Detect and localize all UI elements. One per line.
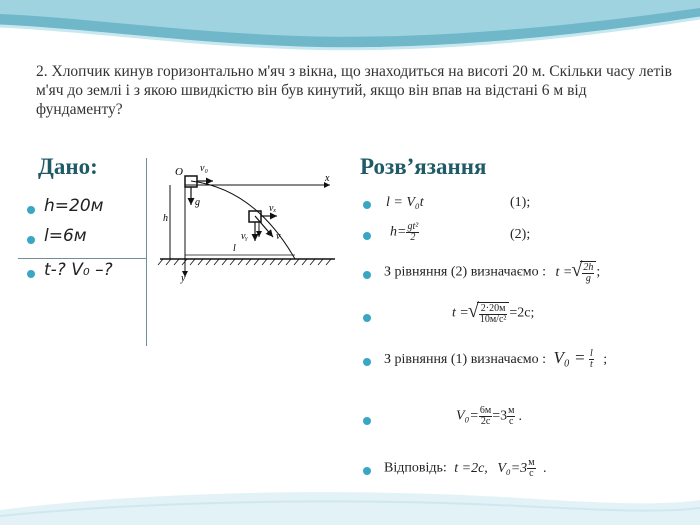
step-solve-v0-numerator: l (590, 348, 593, 360)
vy-label: vᵧ (241, 231, 248, 242)
step-solve-t-text: З рівняння (2) визначаємо : (384, 264, 546, 280)
given-divider-horizontal (18, 258, 146, 259)
step-solve-t-lhs: t = (555, 264, 573, 280)
solution-bullet (363, 467, 371, 475)
answer-label: Відповідь: (384, 460, 447, 476)
step-compute-v0-numerator: 6м (479, 405, 492, 416)
step-compute-v0 (456, 406, 522, 427)
answer-unit-den: с (529, 468, 534, 479)
solution-bullet (363, 417, 371, 425)
answer (384, 458, 547, 479)
given-bullet (27, 270, 35, 278)
solution-bullet (363, 271, 371, 279)
origin-label: O (175, 166, 183, 178)
solution-bullet (363, 232, 371, 240)
footer-wave-decoration (0, 470, 700, 525)
ground-hatching (158, 259, 331, 265)
g-label: g (195, 197, 200, 208)
step-solve-v0-lhs: V₀ = (553, 348, 586, 367)
equation-2-lhs: h= (390, 224, 407, 240)
step-compute-v0-lhs: V₀= (456, 408, 479, 424)
equation-2-denominator: 2 (410, 232, 416, 243)
equation-2-ref: (2); (510, 227, 531, 242)
given-height: h=20м (44, 196, 104, 216)
equation-1 (386, 195, 424, 211)
equation-2 (390, 222, 419, 243)
step-compute-t-denominator: 10м/с² (479, 314, 507, 325)
l-label: l (233, 243, 236, 254)
h-label: h (163, 213, 168, 224)
step-solve-t-numerator: √ 2h (583, 262, 594, 273)
solution-bullet (363, 201, 371, 209)
solution-bullet (363, 314, 371, 322)
step-compute-t-numerator: √ 2·20м (480, 303, 506, 314)
equation-1-ref: (1); (510, 195, 531, 210)
step-solve-t-tail: ; (596, 264, 601, 280)
step-compute-v0-denominator: 2с (480, 416, 491, 427)
v0-label: v₀ (200, 163, 208, 174)
step-solve-t (384, 261, 600, 284)
step-compute-v0-mid: =3 (492, 408, 508, 424)
given-bullet (27, 206, 35, 214)
step-compute-v0-unit-den: с (509, 416, 514, 427)
answer-tail: . (543, 460, 547, 476)
equation-1-formula: l = V₀t (386, 195, 424, 210)
answer-unit-num: м (528, 457, 535, 468)
solution-bullet (363, 358, 371, 366)
step-solve-v0-tail: ; (603, 352, 608, 367)
step-compute-v0-tail: . (518, 408, 522, 424)
given-bullet (27, 236, 35, 244)
given-distance: l=6м (44, 226, 87, 246)
step-solve-v0 (384, 348, 607, 370)
given-divider-vertical (146, 158, 147, 346)
equation-2-numerator: gt² (407, 221, 419, 232)
trajectory-curve (191, 181, 295, 259)
problem-statement: 2. Хлопчик кинув горизонтально м'яч з вікна, що знаходиться на висоті 20 м. Скільки часу летів м'яч до землі і з якою швидкістю він був кинутий, якщо він впав на відстані 6 м від фундаменту? (36, 63, 672, 118)
step-solve-v0-text: З рівняння (1) визначаємо : (384, 352, 546, 367)
given-unknowns: t-? V₀ –? (44, 260, 113, 280)
y-axis-label: y (181, 273, 186, 284)
step-compute-t-lhs: t = (452, 305, 469, 321)
step-compute-t (452, 302, 534, 325)
v-label: v (276, 231, 281, 242)
answer-velocity: V₀=3 (497, 460, 528, 476)
v-vector (255, 216, 273, 237)
projectile-diagram (155, 155, 340, 285)
answer-time: t =2с, (454, 460, 488, 476)
vx-label: vₓ (269, 203, 277, 214)
step-compute-t-tail: =2с; (509, 305, 535, 321)
solution-heading: Розв’язання (360, 154, 487, 179)
step-solve-t-denominator: g (585, 273, 591, 284)
x-axis-label: x (325, 173, 330, 184)
header-wave-decoration (0, 0, 700, 70)
step-solve-v0-denominator: t (590, 359, 593, 371)
step-compute-v0-unit-num: м (508, 405, 515, 416)
given-heading: Дано: (38, 154, 98, 179)
